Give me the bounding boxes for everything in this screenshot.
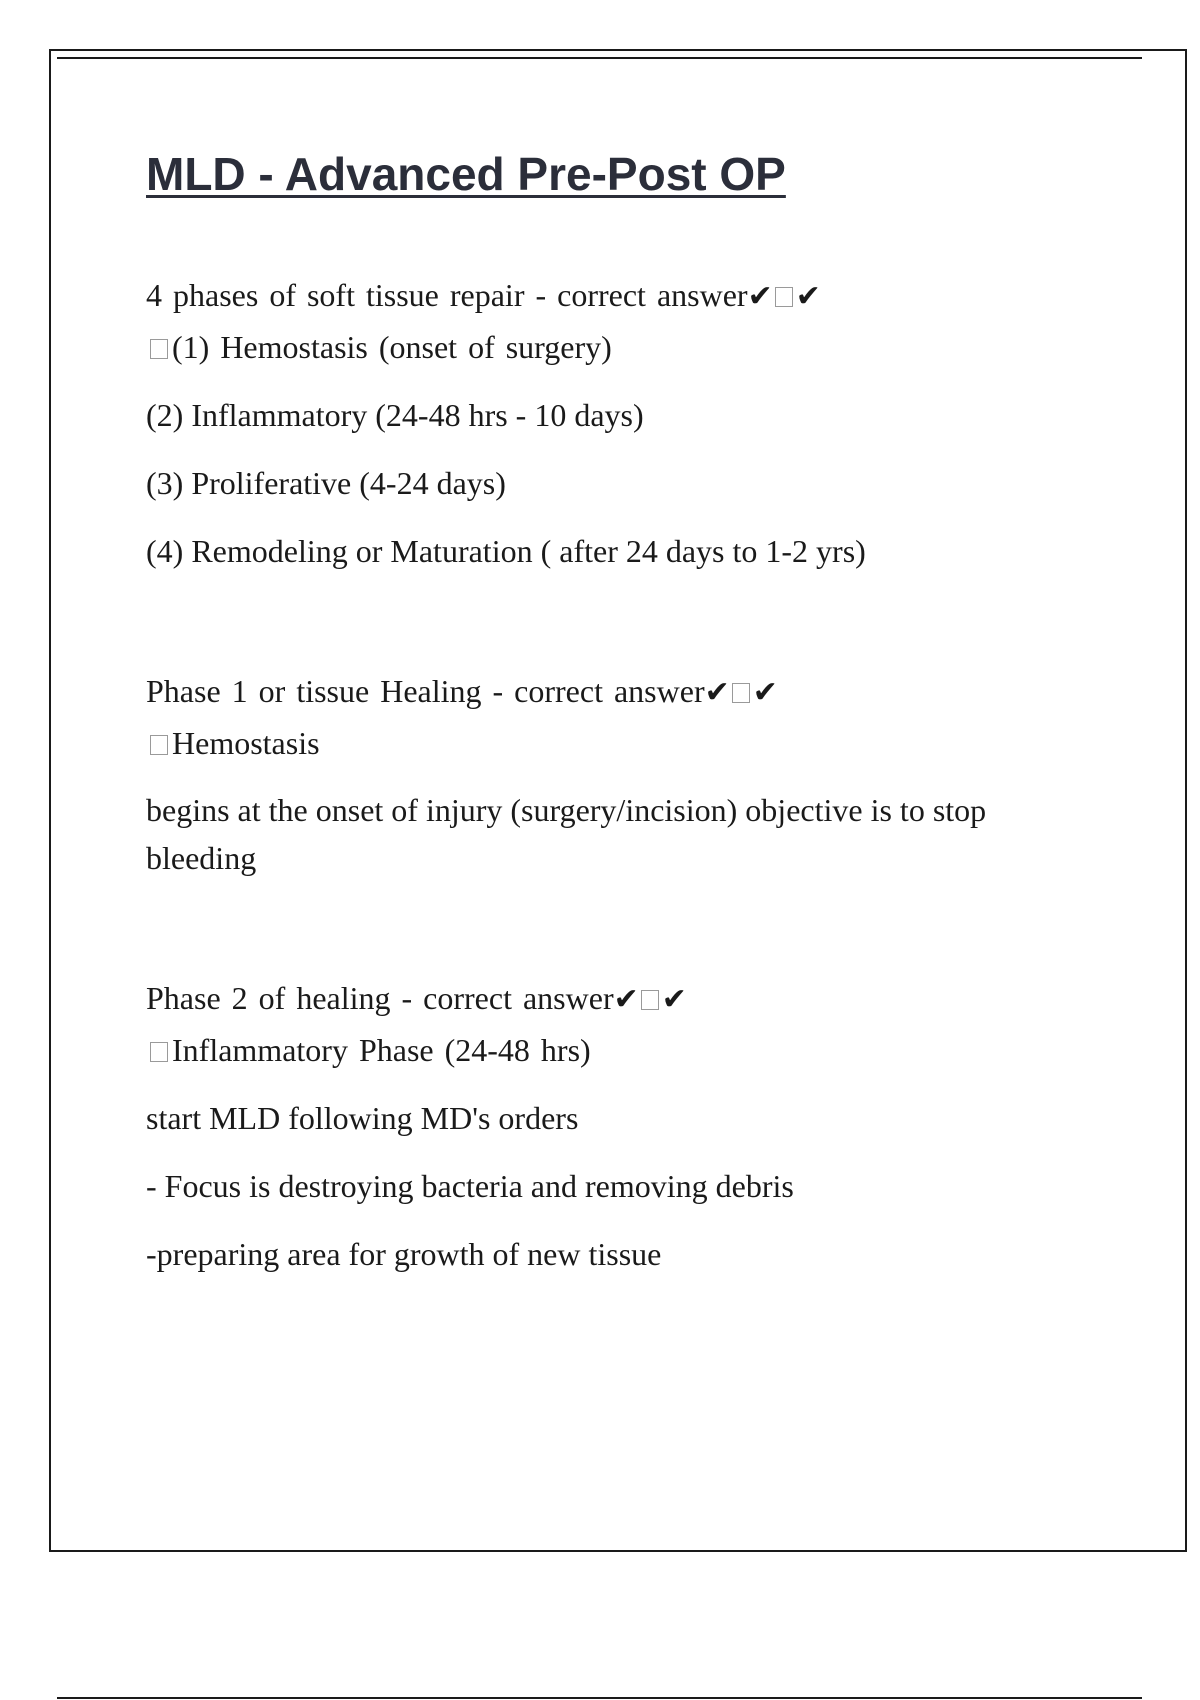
document-title: MLD - Advanced Pre-Post OP — [146, 148, 786, 200]
check-icon: ✔ — [661, 982, 687, 1017]
flashcard-question — [146, 973, 1076, 1075]
check-icon: ✔ — [747, 279, 773, 314]
missing-glyph-box-icon — [150, 1042, 168, 1062]
answer-text: Inflammatory Phase (24-48 hrs) — [172, 1032, 591, 1068]
answer-detail: (2) Inflammatory (24-48 hrs - 10 days) — [146, 397, 644, 433]
missing-glyph-box-icon — [641, 990, 659, 1010]
footer-rule — [57, 1697, 1142, 1699]
check-icon: ✔ — [704, 675, 730, 710]
check-icon: ✔ — [752, 675, 778, 710]
answer-detail: start MLD following MD's orders — [146, 1100, 579, 1136]
missing-glyph-box-icon — [150, 735, 168, 755]
flashcard-1 — [146, 270, 1076, 594]
question-text: Phase 1 or tissue Healing - correct answer — [146, 673, 705, 709]
answer-text: Hemostasis — [172, 725, 320, 761]
check-icon: ✔ — [613, 982, 639, 1017]
answer-detail: -preparing area for growth of new tissue — [146, 1236, 662, 1272]
flashcard-question — [146, 666, 1076, 768]
answer-detail: begins at the onset of injury (surgery/incision) objective is to stop bleeding — [146, 792, 987, 876]
answer-detail: (3) Proliferative (4-24 days) — [146, 465, 506, 501]
check-icon: ✔ — [795, 279, 821, 314]
flashcard-3 — [146, 973, 1076, 1297]
flashcard-question — [146, 270, 1076, 372]
flashcard-2 — [146, 666, 1076, 900]
question-text: Phase 2 of healing - correct answer — [146, 980, 614, 1016]
answer-detail: (4) Remodeling or Maturation ( after 24 days to 1-2 yrs) — [146, 533, 866, 569]
missing-glyph-box-icon — [732, 683, 750, 703]
question-text: 4 phases of soft tissue repair - correct answer — [146, 277, 748, 313]
answer-detail: - Focus is destroying bacteria and removing debris — [146, 1168, 794, 1204]
missing-glyph-box-icon — [775, 287, 793, 307]
missing-glyph-box-icon — [150, 339, 168, 359]
answer-text: (1) Hemostasis (onset of surgery) — [172, 329, 612, 365]
header-rule — [57, 57, 1142, 59]
